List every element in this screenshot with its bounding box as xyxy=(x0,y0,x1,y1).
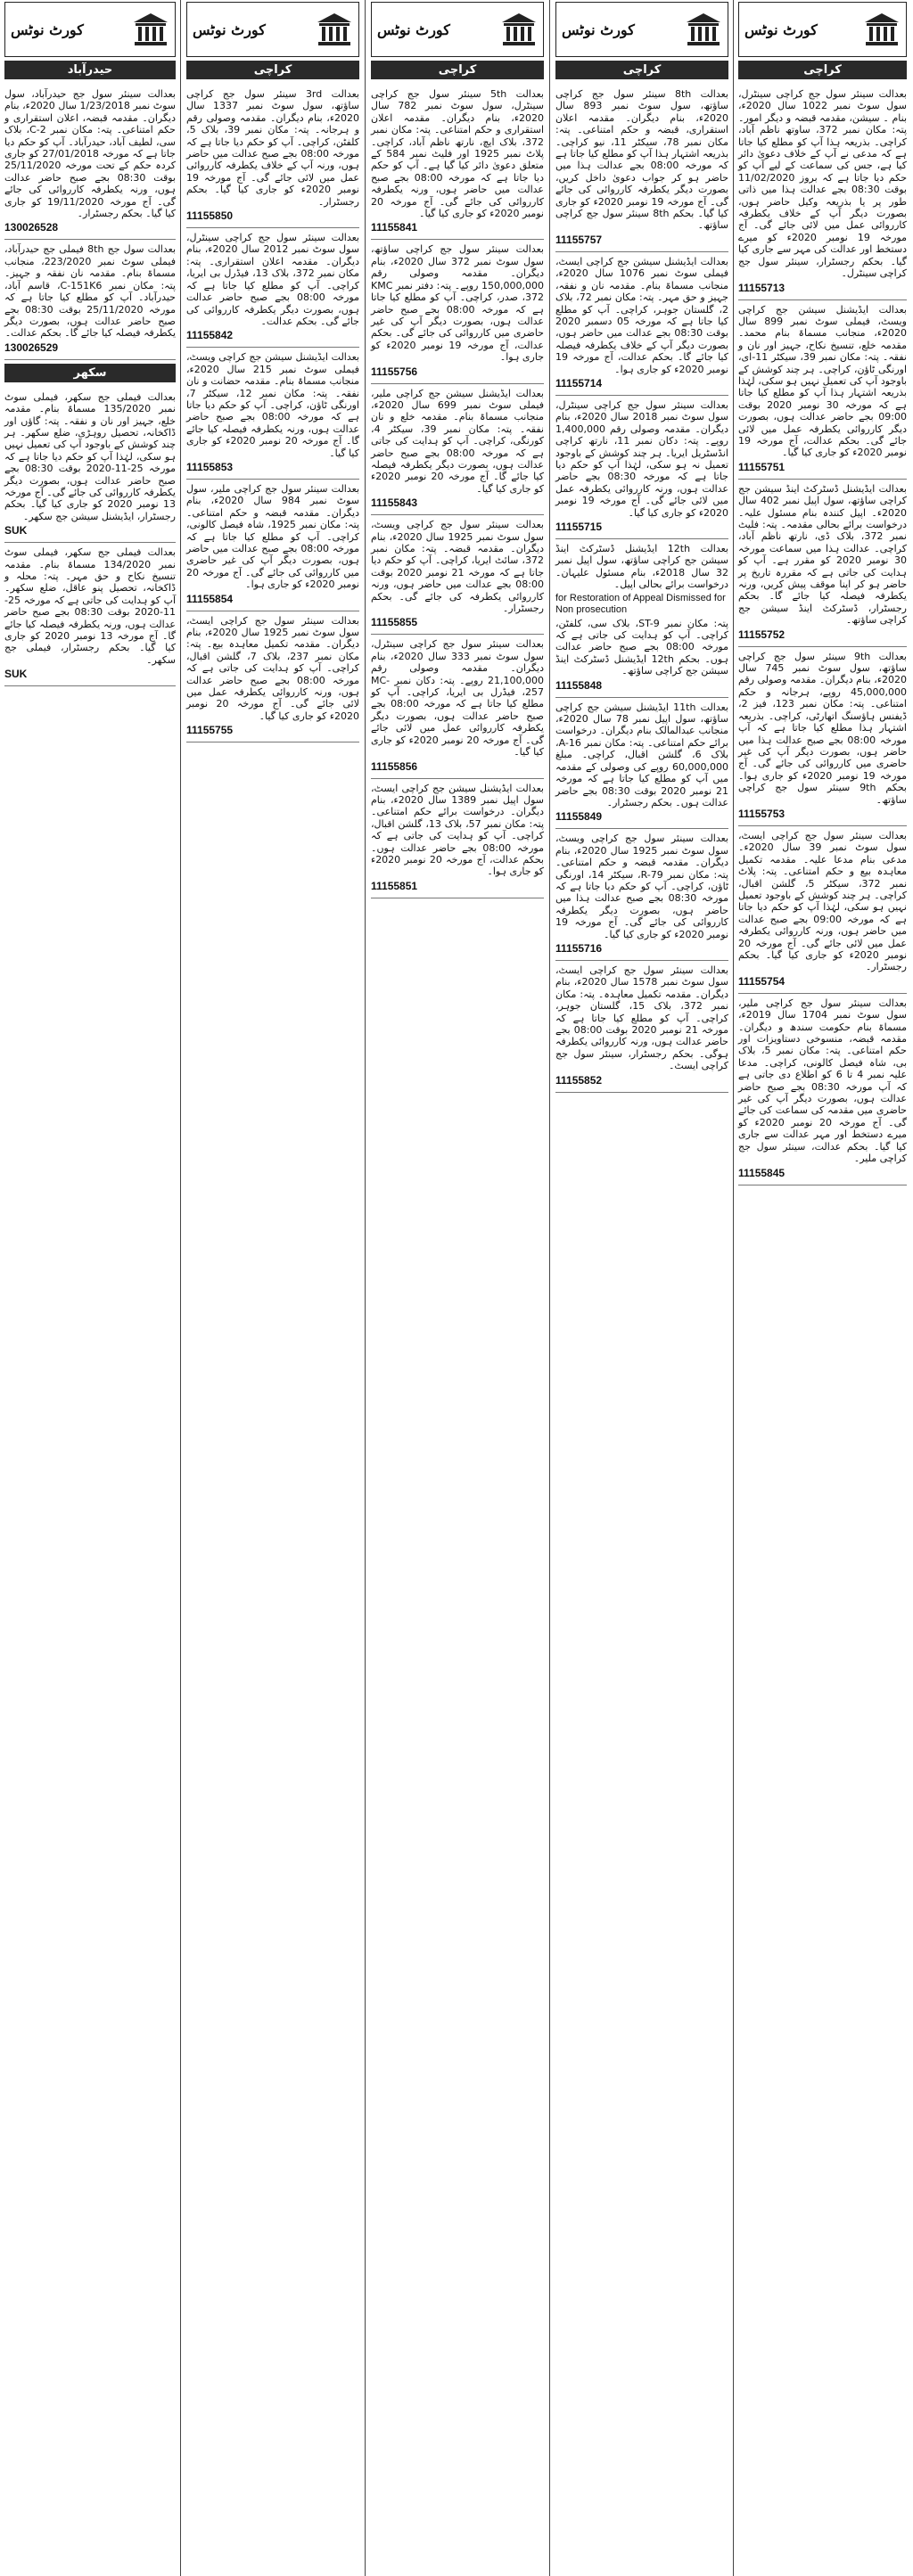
column-1 xyxy=(736,0,909,2576)
notice-code: 11155757 xyxy=(555,233,603,246)
header-title: کورٹ نوٹس xyxy=(11,21,84,38)
notice xyxy=(367,85,544,240)
notice xyxy=(735,647,908,826)
notice xyxy=(367,779,545,898)
notice xyxy=(735,300,907,480)
court-building-icon xyxy=(685,12,722,47)
notice-text: بعدالت 9th سینئر سول جج کراچی ساؤتھ، سول سوٹ نمبر 745 سال 2020ء، بنام دیگران۔ مقدمہ وصولی رقم 45,000,000 روپے، ہرجانہ و حکم امتناعی۔ پتہ: مکان نمبر 123، فیز 2، ڈیفنس ہاؤسنگ اتھارٹی، کراچی۔ بذریعہ اشتہار ہذا مطلع کیا جاتا ہے کہ آپ مورخہ 08:00 بجے صبح عدالت ہذا میں حاضر ہوں، بصورت دیگر آپ کی غیر حاضری میں کارروائی کی جائے گی۔ آج مورخہ 19 نومبر 2020ء کو جاری ہوا۔ بحکم 9th سینئر سول جج کراچی ساؤتھ۔ xyxy=(735,650,908,806)
notice-code: 11155850 xyxy=(186,209,234,223)
notice-code: 11155845 xyxy=(738,1166,786,1179)
column-5 xyxy=(2,0,178,2576)
court-building-icon xyxy=(500,12,538,47)
notice-code: 11155755 xyxy=(186,724,234,737)
notice xyxy=(552,829,728,961)
court-building-icon xyxy=(316,12,353,47)
notice-text: بعدالت ایڈیشنل سیشن جج کراچی ملیر، فیملی سوٹ نمبر 699 سال 2020ء، منجانب مسماۃ بنام۔ مقدمہ خلع و نان نفقہ۔ پتہ: مکان نمبر 39، سیکٹر 4، کورنگی، کراچی۔ آپ کو ہدایت کی جاتی ہے کہ مورخہ 08:00 بجے صبح حاضر عدالت ہوں، بصورت دیگر یکطرفہ فیصلہ کیا جائے گا۔ آج مورخہ 20 نومبر 2020ء کو جاری کیا گیا۔ xyxy=(367,387,544,495)
notice xyxy=(552,396,728,539)
notice-text: بعدالت سینئر سول جج کراچی ساؤتھ، سول سوٹ نمبر 372 سال 2020ء، بنام دیگران۔ مقدمہ وصولی رقم 150,000,000 روپے۔ پتہ: دفتر نمبر KMC 372، صدر، کراچی۔ آپ کو مطلع کیا جاتا ہے کہ مورخہ 08:00 بجے صبح حاضر عدالت ہوں، بصورت دیگر آپ کی غیر حاضری میں کارروائی کی جائے گی۔ بحکم عدالت، آج مورخہ 19 نومبر 2020ء کو جاری ہوا۔ xyxy=(367,243,544,364)
notice-code: 11155848 xyxy=(555,678,603,692)
notice-text: بعدالت سینئر سول جج کراچی ویسٹ، سول سوٹ نمبر 1925 سال 2020ء، بنام دیگران۔ مقدمہ قبضہ و حکم امتناعی۔ پتہ: مکان نمبر R-79، سیکٹر 14، اورنگی ٹاؤن، کراچی۔ آپ کو حکم دیا جاتا ہے کہ مورخہ 08:30 بجے صبح عدالت ہذا میں حاضر ہوں، بصورت دیگر یکطرفہ کارروائی کی جائے گی۔ آج مورخہ 19 نومبر 2020ء کو جاری کیا گیا۔ xyxy=(552,833,728,940)
notice-code: 11155716 xyxy=(555,941,603,955)
column-header xyxy=(186,2,359,57)
column-header xyxy=(738,2,907,57)
notice xyxy=(552,539,728,698)
notice-code: 11155713 xyxy=(738,281,786,294)
notice-text: بعدالت ایڈیشنل سیشن جج کراچی ویسٹ، فیملی سوٹ نمبر 899 سال 2020ء، منجانب مسماۃ بنام محمد۔ مقدمہ خلع، تنسیخ نکاح، جہیز اور نان و نفقہ۔ پتہ: مکان نمبر 39، سیکٹر 11-ای، اورنگی ٹاؤن، کراچی۔ ہر چند کوشش کے باوجود آپ کی تعمیل نہیں ہو سکی، لہٰذا بذریعہ اشتہار ہذا آپ کو مطلع کیا جاتا ہے کہ مورخہ 30 نومبر 2020 بوقت 09:00 بجے حاضر عدالت ہوں، بصورت دیگر کارروائی یکطرفہ عمل میں لائی جائے گی۔ بحکم عدالت، آج مورخہ 19 نومبر 2020ء کو جاری کیا گیا۔ xyxy=(735,303,907,459)
notice-text: بعدالت سینئر سول جج کراچی ویسٹ، سول سوٹ نمبر 1925 سال 2020ء، بنام دیگران۔ مقدمہ قبضہ۔ پتہ: مکان نمبر 372، سائٹ ایریا، کراچی۔ آپ کو حکم دیا جاتا ہے کہ مورخہ 21 نومبر 2020 بوقت 08:00 بجے عدالت میں حاضر ہوں، ورنہ کارروائی یکطرفہ کی جائے گی۔ بحکم رجسٹرار۔ xyxy=(367,519,544,615)
notice-text: بعدالت سینئر سول جج کراچی سینٹرل، سول سوٹ نمبر 2012 سال 2020ء، بنام دیگران۔ مقدمہ اعلان استقراری۔ پتہ: مکان نمبر 372، بلاک 13، فیڈرل بی ایریا، کراچی۔ آپ کو مطلع کیا جاتا ہے کہ مورخہ 08:00 بجے صبح حاضر عدالت ہوں، بصورت دیگر یکطرفہ کارروائی کی جائے گی۔ بحکم عدالت۔ xyxy=(183,232,360,327)
notice-code: 11155753 xyxy=(738,807,786,820)
notice xyxy=(1,85,176,240)
city-banner-hyderabad: حیدرآباد xyxy=(4,61,176,79)
header-title: کورٹ نوٹس xyxy=(193,21,266,38)
notice-text: بعدالت سینئر سول جج کراچی ایسٹ، سول سوٹ نمبر 1578 سال 2020ء، بنام دیگران۔ مقدمہ تکمیل معاہدہ۔ پتہ: مکان نمبر 372، بلاک 15، گلستان جوہر، کراچی۔ آپ کو مطلع کیا جاتا ہے کہ مورخہ 21 نومبر 2020 بوقت 08:00 بجے حاضر عدالت ہوں، ورنہ کارروائی یکطرفہ ہوگی۔ بحکم رجسٹرار، سینئر سول جج کراچی ایسٹ۔ xyxy=(552,964,728,1072)
notice-code: 11155851 xyxy=(371,879,418,892)
notice xyxy=(735,994,908,1185)
notice-code: 11155849 xyxy=(555,810,603,824)
notice xyxy=(183,228,360,348)
city-banner: کراچی xyxy=(555,61,728,79)
column-header xyxy=(4,2,176,57)
column-2 xyxy=(553,0,731,2576)
notice-code: 11155854 xyxy=(186,592,234,605)
notice-text: بعدالت فیملی جج سکھر، فیملی سوٹ نمبر 135/2020 مسماۃ بنام۔ مقدمہ خلع، جہیز اور نان و نفقہ۔ پتہ: گاؤں اور ڈاکخانہ، تحصیل روہڑی، ضلع سکھر۔ ہر چند کوشش کے باوجود آپ کی تعمیل نہیں ہو سکی، لہٰذا آپ کو حکم دیا جاتا ہے کہ مورخہ 25-11-2020 بوقت 08:30 بجے صبح حاضر عدالت ہوں، بصورت دیگر یکطرفہ کارروائی کی جائے گی۔ آج مورخہ 13 نومبر 2020 کو جاری کیا گیا۔ بحکم رجسٹرار، ایڈیشنل سیشن جج سکھر۔ xyxy=(1,390,176,522)
notice-code: 11155714 xyxy=(555,376,603,390)
notice-text: پتہ: مکان نمبر ST-9، بلاک سی، کلفٹن، کراچی۔ آپ کو ہدایت کی جاتی ہے کہ مورخہ 08:00 بجے صبح حاضر عدالت ہوں۔ بحکم 12th ایڈیشنل ڈسٹرکٹ اینڈ سیشن جج کراچی ساؤتھ۔ xyxy=(552,617,728,677)
city-banner: کراچی xyxy=(371,61,544,79)
notice xyxy=(183,85,360,228)
notice xyxy=(367,384,544,516)
notice-code: 130026529 xyxy=(4,340,59,354)
column-divider xyxy=(365,0,366,2576)
notice-english-text: for Restoration of Appeal Dismissed for Non prosecution xyxy=(555,592,726,615)
notice xyxy=(552,85,729,252)
notice xyxy=(367,240,544,383)
notice-text: بعدالت ایڈیشنل ڈسٹرکٹ اینڈ سیشن جج کراچی ساؤتھ، سول اپیل نمبر 402 سال 2020ء۔ اپیل کنندہ بنام مسئول علیہ۔ درخواست برائے بحالی مقدمہ۔ پتہ: فلیٹ نمبر 372، بلاک ڈی، نارتھ ناظم آباد، کراچی۔ عدالت ہذا میں سماعت مورخہ 30 نومبر 2020 کو مقرر ہے۔ آپ کو ہدایت کی جاتی ہے کہ مقررہ تاریخ پر حاضر ہو کر اپنا موقف پیش کریں، ورنہ یکطرفہ فیصلہ کیا جائے گا۔ بحکم رجسٹرار، ڈسٹرکٹ اینڈ سیشن جج کراچی ساؤتھ۔ xyxy=(735,482,907,627)
notice xyxy=(367,515,544,635)
notice-text: بعدالت سینئر سول جج کراچی ملیر، سول سوٹ نمبر 1704 سال 2019ء، مسماۃ بنام حکومت سندھ و دیگران۔ مقدمہ قبضہ، منسوخی دستاویزات اور حکم امتناعی۔ پتہ: مکان نمبر 5، بلاک بی، شاہ فیصل کالونی، کراچی۔ مدعا علیہ نمبر 4 تا 6 کو اطلاع دی جاتی ہے کہ آپ مورخہ 08:30 بجے صبح حاضر عدالت ہوں، بصورت دیگر آپ کی غیر حاضری میں مقدمہ کی سماعت کی جائے گی۔ آج مورخہ 20 نومبر 2020ء کو میرے دستخط اور مہر عدالت سے جاری کیا گیا۔ بحکم عدالت، سینئر سول جج کراچی ملیر۔ xyxy=(735,997,908,1165)
notice xyxy=(735,480,907,647)
notice xyxy=(552,252,728,396)
notice-code: 11155756 xyxy=(371,365,418,378)
notice-text: بعدالت 3rd سینئر سول جج کراچی ساؤتھ، سول سوٹ نمبر 1337 سال 2020ء، بنام دیگران۔ مقدمہ وصولی رقم و ہرجانہ۔ پتہ: مکان نمبر 39، بلاک 5، کلفٹن، کراچی۔ آپ کو حکم دیا جاتا ہے کہ مورخہ 08:00 بجے صبح عدالت میں حاضر ہوں، ورنہ آپ کے خلاف یکطرفہ کارروائی عمل میں لائی جائے گی۔ آج مورخہ 19 نومبر 2020ء کو جاری کیا گیا۔ بحکم رجسٹرار۔ xyxy=(183,88,360,208)
notice-code: 11155754 xyxy=(738,974,786,988)
notice-text: بعدالت 11th ایڈیشنل سیشن جج کراچی ساؤتھ، سول اپیل نمبر 78 سال 2020ء، منجانب عبدالمالک بنام دیگران۔ درخواست برائے حکم امتناعی۔ پتہ: مکان نمبر A-16، بلاک 6، گلشن اقبال، کراچی۔ مبلغ 60,000,000 روپے کی وصولی کے مقدمہ میں آپ کو مطلع کیا جاتا ہے کہ مورخہ 21 نومبر 2020 بوقت 08:30 بجے حاضر عدالت ہوں۔ بحکم رجسٹرار۔ xyxy=(552,701,729,808)
notice-code: 11155843 xyxy=(371,496,418,510)
notice-text: بعدالت ایڈیشنل سیشن جج کراچی ویسٹ، فیملی سوٹ نمبر 215 سال 2020ء، منجانب مسماۃ بنام۔ مقدمہ حضانت و نان نفقہ۔ پتہ: مکان نمبر 12، سیکٹر 7، اورنگی ٹاؤن، کراچی۔ آپ کو حکم دیا جاتا ہے کہ مورخہ 08:00 بجے صبح حاضر عدالت ہوں، ورنہ یکطرفہ فیصلہ کیا جائے گا۔ آج مورخہ 20 نومبر 2020ء کو جاری کیا گیا۔ xyxy=(183,351,359,459)
notice xyxy=(1,543,177,686)
court-building-icon xyxy=(132,12,169,47)
notice-text: بعدالت سول جج 8th فیملی جج حیدرآباد، فیملی سوٹ نمبر 223/2020، منجانب مسماۃ بنام۔ مقدمہ نان نفقہ و جہیز۔ پتہ: مکان نمبر C-151K6، قاسم آباد، حیدرآباد۔ آپ کو مطلع کیا جاتا ہے کہ مورخہ 25/11/2020 بوقت 08:30 بجے صبح حاضر عدالت ہوں، بصورت دیگر یکطرفہ فیصلہ کیا جائے گا۔ بحکم عدالت۔ xyxy=(1,243,176,340)
notice-text: بعدالت سینئر سول جج حیدرآباد، سول سوٹ نمبر 1/23/2018 سال 2020ء، بنام دیگران۔ مقدمہ قبضہ، اعلان استقراری و حکم امتناعی۔ پتہ: مکان نمبر C-2، بلاک سی، لطیف آباد، حیدرآباد۔ آپ کو حکم دیا جاتا ہے کہ مورخہ 27/01/2018 کو جاری کردہ حکم کے تحت مورخہ 25/11/2020 بوقت 08:30 بجے صبح حاضر عدالت ہوں، ورنہ یکطرفہ کارروائی کی جائے گی۔ آج مورخہ 19/11/2020 کو جاری کیا گیا۔ بحکم رجسٹرار۔ xyxy=(1,88,176,220)
notice-text: بعدالت سینئر سول جج کراچی سینٹرل، سول سوٹ نمبر 2018 سال 2020ء، بنام دیگران۔ مقدمہ وصولی رقم 1,400,000 روپے۔ پتہ: دکان نمبر 11، نارتھ کراچی انڈسٹریل ایریا۔ ہر چند کوشش کے باوجود تعمیل نہ ہو سکی، لہٰذا آپ کو حکم دیا جاتا ہے کہ مورخہ 08:30 بجے حاضر عدالت ہوں، ورنہ کارروائی یکطرفہ عمل میں لائی جائے گی۔ آج مورخہ 19 نومبر 2020ء کو جاری کیا گیا۔ xyxy=(552,398,728,519)
notice-code: 11155841 xyxy=(371,221,418,234)
notice-code: 11155715 xyxy=(555,521,603,533)
column-4 xyxy=(184,0,362,2576)
notice-code: 11155853 xyxy=(186,460,234,473)
notice xyxy=(1,240,176,359)
notice xyxy=(1,388,176,543)
column-divider xyxy=(180,0,181,2576)
notice xyxy=(735,826,908,994)
notice-code: 11155852 xyxy=(555,1073,603,1087)
notice xyxy=(367,635,544,778)
column-3 xyxy=(368,0,547,2576)
notice-text: بعدالت سینئر سول جج کراچی سینٹرل، سول سوٹ نمبر 333 سال 2020ء، بنام دیگران۔ مقدمہ وصولی رقم 21,100,000 روپے۔ پتہ: دکان نمبر MC-257، فیڈرل بی ایریا، کراچی۔ آپ کو مطلع کیا جاتا ہے کہ مورخہ 08:00 بجے صبح حاضر عدالت ہوں، بصورت دیگر یکطرفہ کارروائی عمل میں لائی جائے گی۔ آج مورخہ 20 نومبر 2020ء کو جاری کیا گیا۔ xyxy=(367,638,544,759)
notice-text: بعدالت سینئر سول جج کراچی ایسٹ، سول سوٹ نمبر 39 سال 2020ء۔ مدعی بنام مدعا علیہ۔ مقدمہ تکمیل معاہدہ بیع و حکم امتناعی۔ پتہ: پلاٹ نمبر 372، سیکٹر 5، گلشن اقبال، کراچی۔ ہر چند کوشش کے باوجود تعمیل نہیں ہو سکی، لہٰذا آپ کو حکم دیا جاتا ہے کہ مورخہ 09:00 بجے صبح عدالت میں حاضر ہوں، ورنہ کارروائی یکطرفہ عمل میں لائی جائے گی۔ آج مورخہ 20 نومبر 2020ء کو جاری کیا گیا۔ بحکم رجسٹرار۔ xyxy=(735,829,908,973)
notice-text: بعدالت سینئر سول جج کراچی ملیر، سول سوٹ نمبر 984 سال 2020ء، بنام دیگران۔ مقدمہ قبضہ و حکم امتناعی۔ پتہ: مکان نمبر 1925، شاہ فیصل کالونی، کراچی۔ آپ کو مطلع کیا جاتا ہے کہ مورخہ 08:00 بجے صبح عدالت میں حاضر ہوں، بصورت دیگر آپ کی غیر حاضری میں کارروائی کی جائے گی۔ آج مورخہ 20 نومبر 2020ء کو جاری ہوا۔ xyxy=(183,482,360,591)
column-header xyxy=(371,2,544,57)
header-title: کورٹ نوٹس xyxy=(377,21,450,38)
city-banner: کراچی xyxy=(186,61,359,79)
notice-text: بعدالت سینئر سول جج کراچی سینٹرل، سول سوٹ نمبر 1022 سال 2020ء، بنام ۔ سیشن، مقدمہ قبضہ و دیگر امور۔ پتہ: مکان نمبر 372، ساوتھ ناظم آباد، کراچی۔ بذریعہ ہذا آپ کو مطلع کیا جاتا ہے کہ مدعی نے آپ کے خلاف دعویٰ دائر کیا ہے، جس کی سماعت کے لیے آپ کو حکم دیا جاتا ہے کہ بروز 11/02/2020 بوقت 08:30 بجے عدالت ہذا میں ذاتی طور پر یا بذریعہ وکیل حاضر ہوں، بصورت دیگر آپ کے خلاف یکطرفہ کارروائی عمل میں لائی جائے گی۔ آج مورخہ 19 نومبر 2020ء کو میرے دستخط اور عدالت کی مہر سے جاری کیا گیا۔ بحکم رجسٹرار، سینئر سول جج کراچی سینٹرل۔ xyxy=(735,88,908,280)
notice-code: SUK xyxy=(4,524,28,537)
notice-text: بعدالت ایڈیشنل سیشن جج کراچی ایسٹ، سول اپیل نمبر 1389 سال 2020ء، بنام دیگران۔ درخواست برائے حکم امتناعی۔ پتہ: مکان نمبر 57، بلاک 13، گلشن اقبال، کراچی۔ آپ کو ہدایت کی جاتی ہے کہ مورخہ 08:00 بجے حاضر عدالت ہوں۔ بحکم عدالت، آج مورخہ 20 نومبر 2020ء کو جاری ہوا۔ xyxy=(367,782,545,878)
header-title: کورٹ نوٹس xyxy=(562,21,635,38)
notice-code: 11155855 xyxy=(371,616,418,629)
notice-code: SUK xyxy=(4,668,28,681)
notice-code: 130026528 xyxy=(4,221,59,234)
notice xyxy=(552,698,729,830)
notice-text: بعدالت فیملی جج سکھر، فیملی سوٹ نمبر 134/2020 مسماۃ بنام۔ مقدمہ تنسیخ نکاح و حق مہر۔ پتہ: محلہ و ڈاکخانہ، تحصیل پنو عاقل، ضلع سکھر۔ آپ کو ہدایت کی جاتی ہے کہ مورخہ 25-11-2020 بوقت 08:30 بجے صبح حاضر عدالت ہوں، ورنہ یکطرفہ فیصلہ کیا جائے گا۔ آج مورخہ 13 نومبر 2020 کو جاری کیا گیا۔ بحکم رجسٹرار، فیملی جج سکھر۔ xyxy=(1,546,177,666)
header-title: کورٹ نوٹس xyxy=(744,21,818,38)
notice-code: 11155842 xyxy=(186,329,234,342)
notice-text: بعدالت ایڈیشنل سیشن جج کراچی ایسٹ، فیملی سوٹ نمبر 1076 سال 2020ء، منجانب مسماۃ بنام۔ مقدمہ نان و نفقہ، جہیز و حق مہر۔ پتہ: مکان نمبر 72، بلاک 2، گلستان جوہر، کراچی۔ آپ کو مطلع کیا جاتا ہے کہ مورخہ 05 دسمبر 2020 بوقت 08:30 بجے عدالت میں حاضر ہوں، بصورت دیگر آپ کے خلاف یکطرفہ فیصلہ کیا جائے گا۔ بحکم عدالت، آج مورخہ 19 نومبر 2020ء کو جاری ہوا۔ xyxy=(552,255,728,375)
column-header xyxy=(555,2,728,57)
city-banner-sukkur: سکھر xyxy=(4,364,176,382)
notice xyxy=(183,611,359,743)
notice-text: بعدالت 12th ایڈیشنل ڈسٹرکٹ اینڈ سیشن جج کراچی ساؤتھ، سول اپیل نمبر 32 سال 2018ء، بنام مسئول علیہان۔ درخواست برائے بحالی اپیل۔ xyxy=(552,543,728,591)
notice xyxy=(552,961,728,1093)
notice-text: بعدالت سینئر سول جج کراچی ایسٹ، سول سوٹ نمبر 1925 سال 2020ء، بنام دیگران۔ مقدمہ تکمیل معاہدہ بیع۔ پتہ: مکان نمبر 237، بلاک 7، گلشن اقبال، کراچی۔ آپ کو ہدایت کی جاتی ہے کہ مورخہ 08:00 بجے صبح حاضر عدالت ہوں، ورنہ کارروائی یکطرفہ عمل میں لائی جائے گی۔ آج مورخہ 20 نومبر 2020ء کو جاری کیا گیا۔ xyxy=(183,614,359,722)
column-divider xyxy=(733,0,734,2576)
notice xyxy=(183,480,360,611)
city-banner: کراچی xyxy=(738,61,907,79)
notice xyxy=(735,85,908,300)
notice-code: 11155856 xyxy=(371,759,418,773)
notice-text: بعدالت 5th سینئر سول جج کراچی سینٹرل، سول سوٹ نمبر 782 سال 2020ء، بنام دیگران۔ مقدمہ اعلان استقراری و حکم امتناعی۔ پتہ: مکان نمبر 372، بلاک ایچ، نارتھ ناظم آباد، کراچی۔ پلاٹ نمبر 1925 اور فلیٹ نمبر 584 کے متعلق دعویٰ دائر کیا گیا ہے۔ آپ کو حکم دیا جاتا ہے کہ مورخہ 08:00 بجے صبح عدالت میں حاضر ہوں، ورنہ یکطرفہ کارروائی کی جائے گی۔ آج مورخہ 20 نومبر 2020ء کو جاری کیا گیا۔ xyxy=(367,88,544,220)
notice-text: بعدالت 8th سینئر سول جج کراچی ساؤتھ، سول سوٹ نمبر 893 سال 2020ء، بنام دیگران۔ مقدمہ اعلان استقراری، قبضہ و حکم امتناعی۔ پتہ: مکان نمبر 78، سیکٹر 11، نیو کراچی۔ بذریعہ اشتہار ہذا آپ کو مطلع کیا جاتا ہے کہ مورخہ 08:00 بجے عدالت ہذا میں حاضر ہو کر جواب دعویٰ داخل کریں، بصورت دیگر یکطرفہ کارروائی کی جائے گی۔ آج مورخہ 19 نومبر 2020ء کو جاری کیا گیا۔ بحکم 8th سینئر سول جج کراچی ساؤتھ۔ xyxy=(552,88,729,232)
notice-code: 11155752 xyxy=(738,628,786,641)
notice-code: 11155751 xyxy=(738,460,786,473)
column-divider xyxy=(549,0,550,2576)
notice xyxy=(183,348,359,480)
court-building-icon xyxy=(863,12,901,47)
